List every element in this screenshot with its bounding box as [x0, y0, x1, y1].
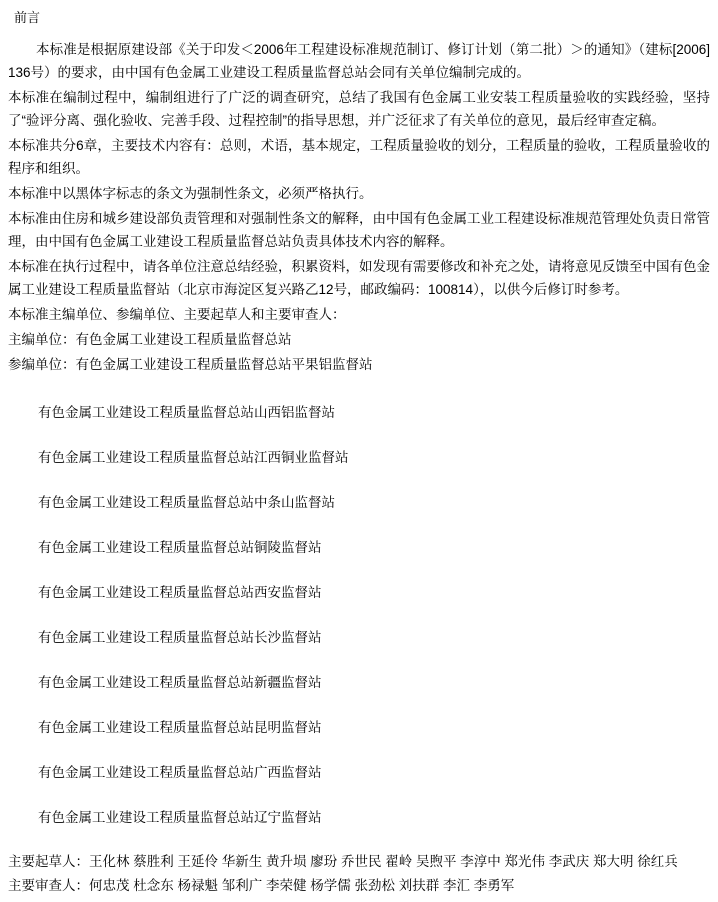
contributor-block — [8, 850, 710, 897]
list-item: 有色金属工业建设工程质量监督总站西安监督站 — [38, 585, 322, 600]
paragraph: 本标准由住房和城乡建设部负责管理和对强制性条文的解释，由中国有色金属工业工程建设标准规范管理处负责日常管理，由中国有色金属工业建设工程质量监督总站负责具体技术内容的解释。 — [8, 211, 710, 249]
paragraph: 主编单位：有色金属工业建设工程质量监督总站 — [8, 332, 292, 347]
paragraph: 本标准在编制过程中，编制组进行了广泛的调查研究，总结了我国有色金属工业安装工程质量验收的实践经验，坚持了“验评分离、强化验收、完善手段、过程控制”的指导思想，并广泛征求了有关单位的意见，最后经审查定稿。 — [8, 90, 710, 128]
paragraph: 本标准在执行过程中，请各单位注意总结经验，积累资料，如发现有需要修改和补充之处，请将意见反馈至中国有色金属工业建设工程质量监督站（北京市海淀区复兴路乙12号，邮政编码：100814），以供今后修订时参考。 — [8, 259, 710, 297]
authors-line: 主要起草人：王化林 蔡胜利 王延伶 华新生 黄升埙 廖玢 乔世民 翟岭 吴煦平 李淳中 郑光伟 李武庆 郑大明 徐红兵 — [8, 854, 678, 869]
list-item: 有色金属工业建设工程质量监督总站昆明监督站 — [38, 720, 322, 735]
paragraph: 参编单位：有色金属工业建设工程质量监督总站平果铝监督站 — [8, 357, 373, 372]
paragraph: 本标准共分6章，主要技术内容有：总则，术语，基本规定，工程质量验收的划分，工程质量的验收，工程质量验收的程序和组织。 — [8, 138, 710, 176]
list-item: 有色金属工业建设工程质量监督总站广西监督站 — [38, 765, 322, 780]
station-list — [8, 390, 710, 840]
list-item: 有色金属工业建设工程质量监督总站中条山监督站 — [38, 495, 335, 510]
list-item: 有色金属工业建设工程质量监督总站铜陵监督站 — [38, 540, 322, 555]
paragraph: 本标准中以黑体字标志的条文为强制性条文，必须严格执行。 — [8, 186, 373, 201]
list-item: 有色金属工业建设工程质量监督总站江西铜业监督站 — [38, 450, 349, 465]
paragraph-list — [8, 38, 710, 376]
paragraph: 本标准主编单位、参编单位、主要起草人和主要审查人： — [8, 307, 346, 322]
list-item: 有色金属工业建设工程质量监督总站长沙监督站 — [38, 630, 322, 645]
reviewers-line: 主要审查人：何忠茂 杜念东 杨禄魁 邹利广 李荣健 杨学儒 张劲松 刘扶群 李汇 李勇军 — [8, 878, 515, 893]
list-item: 有色金属工业建设工程质量监督总站新疆监督站 — [38, 675, 322, 690]
list-item: 有色金属工业建设工程质量监督总站山西铝监督站 — [38, 405, 335, 420]
paragraph: 本标准是根据原建设部《关于印发＜2006年工程建设标准规范制订、修订计划（第二批）＞的通知》（建标[2006]136号）的要求，由中国有色金属工业建设工程质量监督总站会同有关单位编制完成的。 — [8, 42, 710, 80]
page-title: 前言 — [14, 10, 41, 25]
list-item: 有色金属工业建设工程质量监督总站辽宁监督站 — [38, 810, 322, 825]
